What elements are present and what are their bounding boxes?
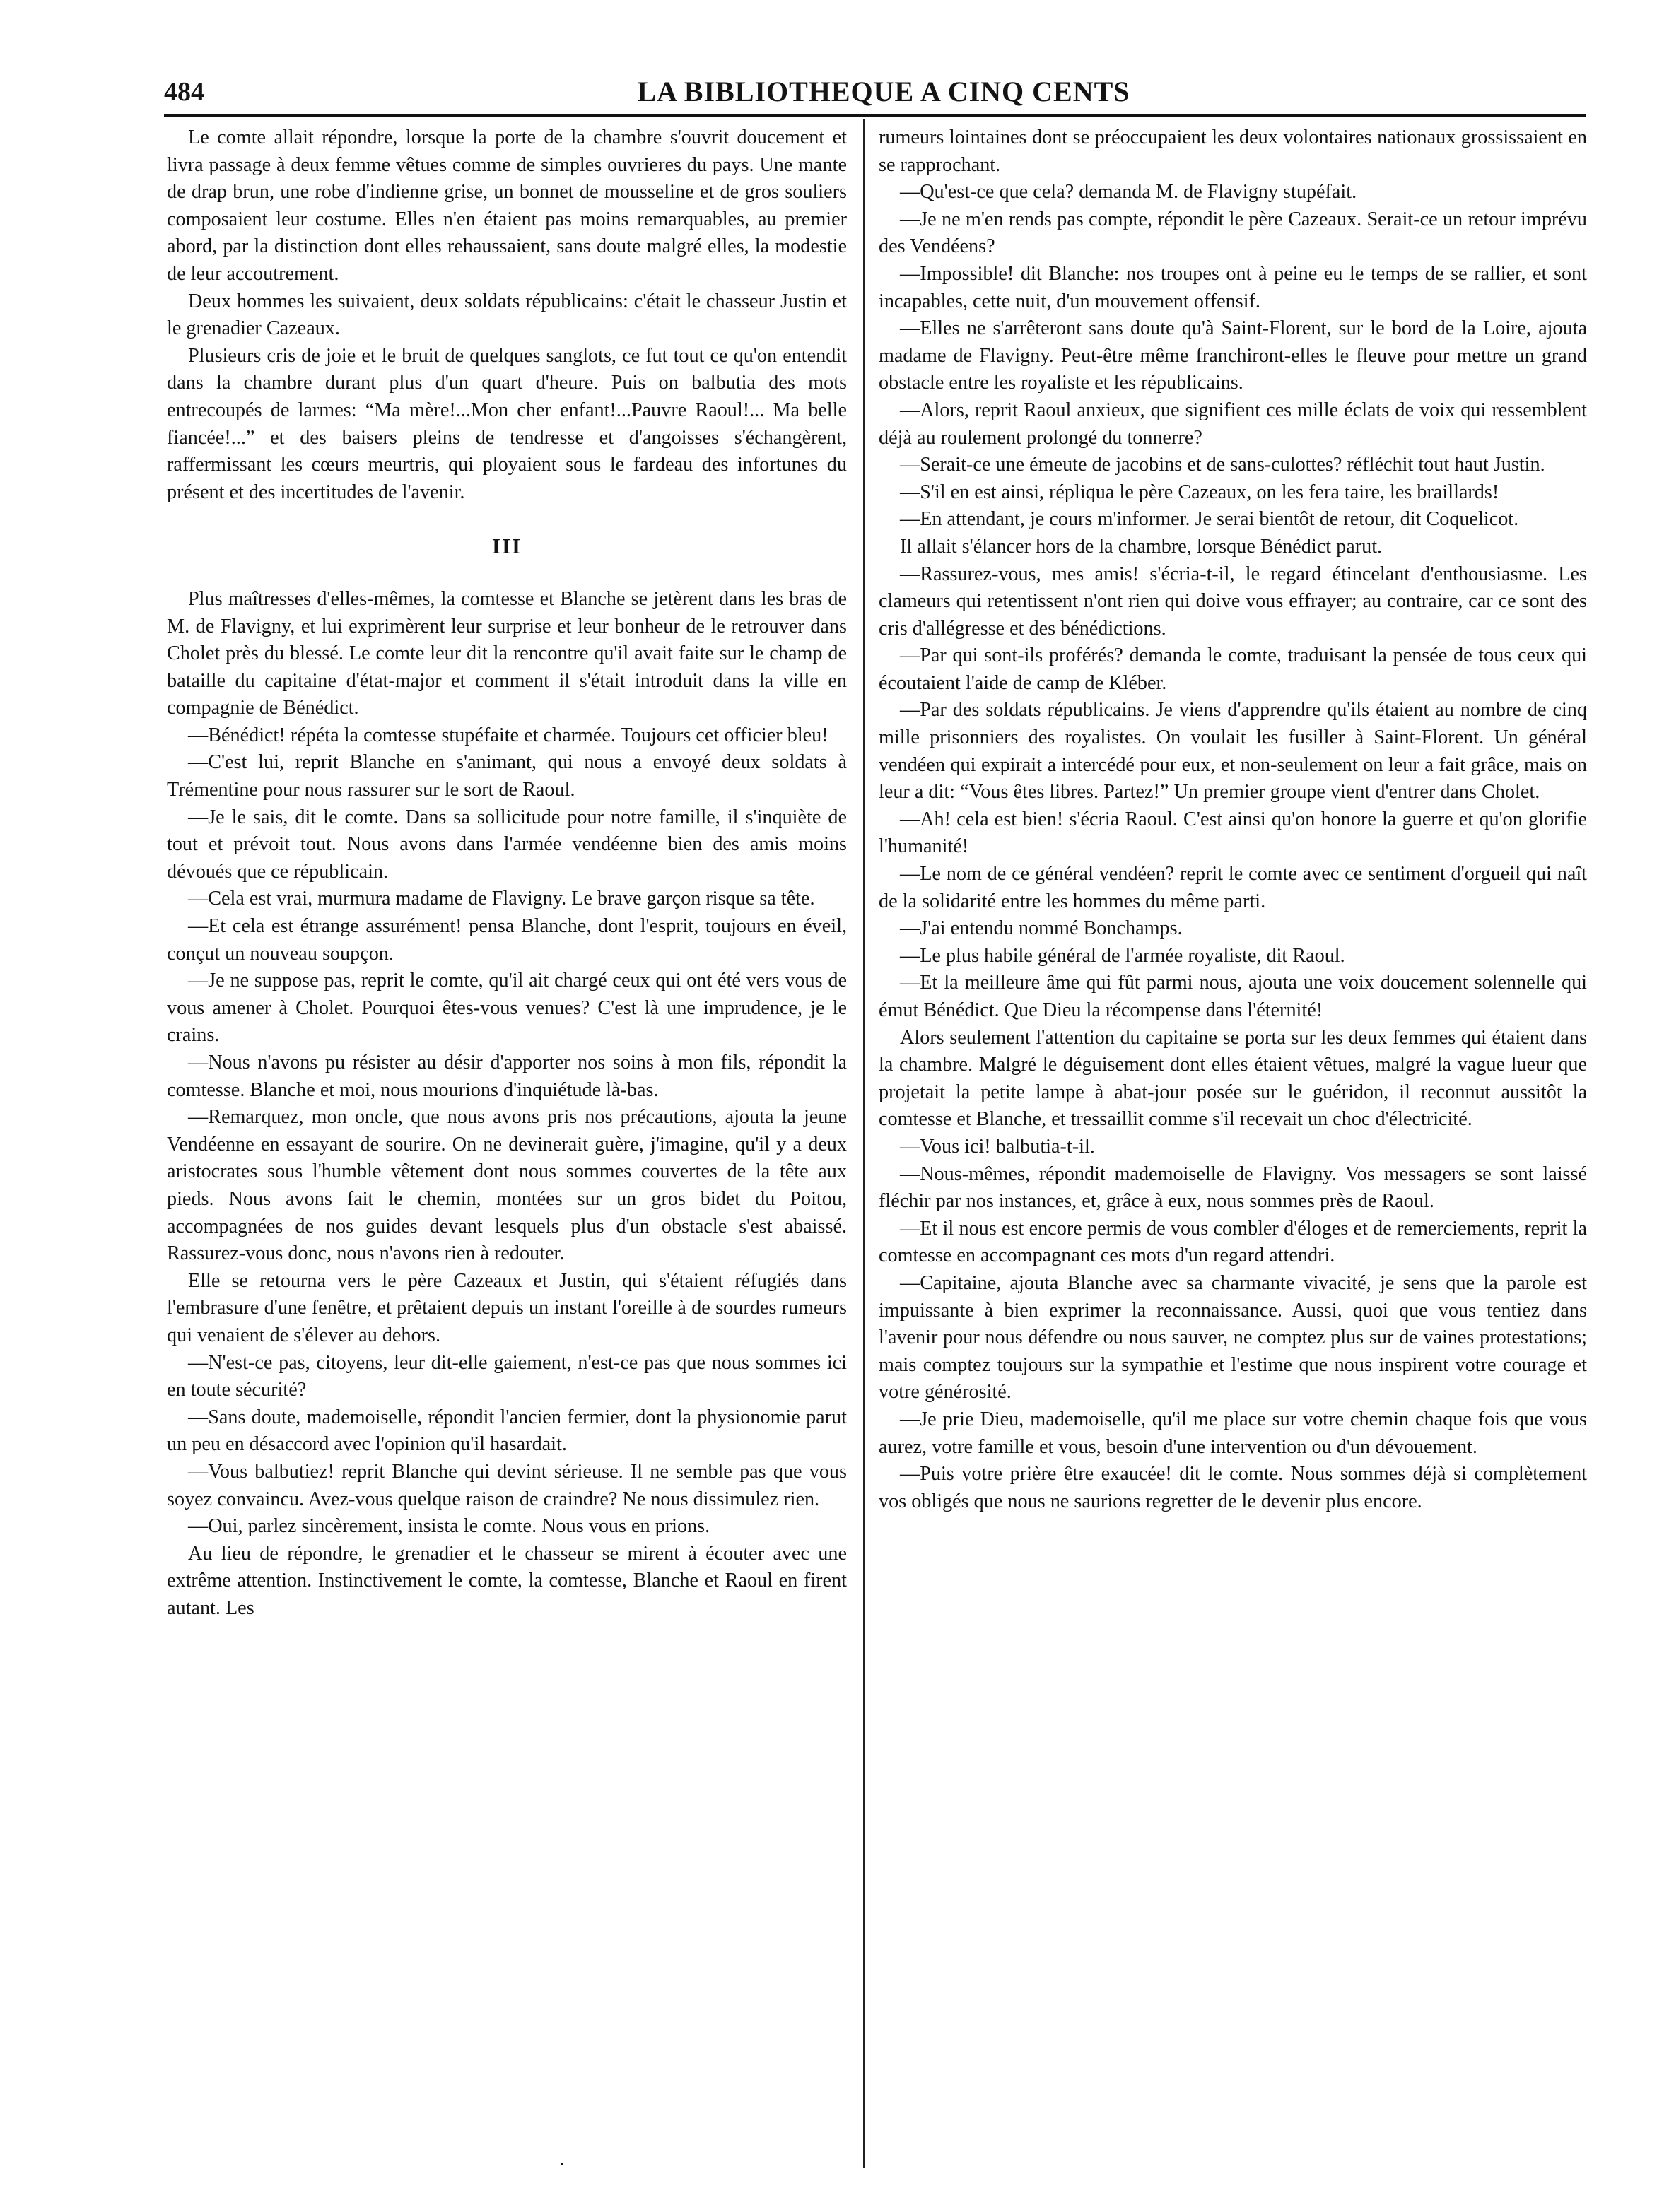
paragraph: —Serait-ce une émeute de jacobins et de sans-culottes? réfléchit tout haut Justin.: [900, 454, 1545, 476]
paragraph: —Bénédict! répéta la comtesse stupéfaite et charmée. Toujours cet officier bleu!: [188, 724, 828, 746]
paragraph: —Elles ne s'arrêteront sans doute qu'à Saint-Florent, sur le bord de la Loire, ajouta madame de Flavigny. Peut-être même franchiront-elles le fleuve pour mettre un grand obstacle entre les royaliste et les républicains.: [879, 317, 1587, 394]
paragraph: —Alors, reprit Raoul anxieux, que signifient ces mille éclats de voix qui ressemblent déjà au roulement prolongé du tonnerre?: [879, 399, 1587, 449]
paragraph: —Oui, parlez sincèrement, insista le comte. Nous vous en prions.: [188, 1515, 710, 1538]
paragraph: —Nous-mêmes, répondit mademoiselle de Flavigny. Vos messagers se sont laissé fléchir par nos instances, et, grâce à eux, nous sommes près de Raoul.: [879, 1163, 1587, 1213]
paragraph: Plus maîtresses d'elles-mêmes, la comtesse et Blanche se jetèrent dans les bras de M. de Flavigny, et lui exprimèrent leur surprise et leur bonheur de le retrouver dans Cholet près du blessé. Le comte leur dit la rencontre qu'il avait faite sur le champ de bataille du capitaine d'état-major et comment il s'était introduit dans la ville en compagnie de Bénédict.: [167, 587, 847, 719]
paragraph: —Je prie Dieu, mademoiselle, qu'il me place sur votre chemin chaque fois que vous aurez, votre famille et vous, besoin d'une intervention ou d'un dévouement.: [879, 1408, 1587, 1458]
page-number: 484: [164, 77, 204, 107]
paragraph: —Je le sais, dit le comte. Dans sa sollicitude pour notre famille, il s'inquiète de tout et prévoit tout. Nous avons dans l'armée vendéenne bien des amis moins dévoués que ce républicain.: [167, 806, 847, 883]
paragraph: —Je ne suppose pas, reprit le comte, qu'il ait chargé ceux qui ont été vers vous de vous amener à Cholet. Pourquoi êtes-vous venues? C'est là une imprudence, je le crains.: [167, 970, 847, 1047]
paragraph: —Et la meilleure âme qui fût parmi nous, ajouta une voix doucement solennelle qui émut Bénédict. Que Dieu la récompense dans l'éternité!: [879, 972, 1587, 1021]
paragraph: —Le nom de ce général vendéen? reprit le comte avec ce sentiment d'orgueil qui naît de la solidarité entre les hommes du même parti.: [879, 863, 1587, 912]
print-speck: ·: [558, 2153, 566, 2176]
paragraph: —Le plus habile général de l'armée royaliste, dit Raoul.: [900, 944, 1345, 967]
paragraph: —En attendant, je cours m'informer. Je serai bientôt de retour, dit Coquelicot.: [900, 508, 1519, 531]
paragraph: Plusieurs cris de joie et le bruit de quelques sanglots, ce fut tout ce qu'on entendit dans la chambre durant plus d'un quart d'heure. Puis on balbutia des mots entrecoupés de larmes: “Ma mère!...Mon cher enfant!...Pauvre Raoul!... Ma belle fiancée!...” et des baisers pleins de tendresse et d'angoisses s'échangèrent, raffermissant les cœurs meurtris, qui ployaient sous le fardeau des infortunes du présent et des incertitudes de l'avenir.: [167, 344, 847, 503]
paragraph: —Vous ici! balbutia-t-il.: [900, 1135, 1095, 1158]
paragraph: Alors seulement l'attention du capitaine se porta sur les deux femmes qui étaient dans la chambre. Malgré le déguisement dont elles étaient vêtues, malgré la vague lueur que projetait la petite lampe à abat-jour posée sur le guéridon, il reconnut aussitôt la comtesse et Blanche, et tressaillit comme s'il recevait un choc d'électricité.: [879, 1026, 1587, 1131]
paragraph: —Qu'est-ce que cela? demanda M. de Flavigny stupéfait.: [900, 181, 1357, 204]
running-title: LA BIBLIOTHEQUE A CINQ CENTS: [637, 76, 1130, 107]
left-column: [167, 124, 847, 1622]
chapter-number: III: [491, 534, 522, 559]
paragraph: —N'est-ce pas, citoyens, leur dit-elle gaiement, n'est-ce pas que nous sommes ici en toute sécurité?: [167, 1351, 847, 1401]
paragraph: —Rassurez-vous, mes amis! s'écria-t-il, le regard étincelant d'enthousiasme. Les clameurs qui retentissent n'ont rien qui doive vous effrayer; au contraire, car ce sont des cris d'allégresse et des bénédictions.: [879, 563, 1587, 640]
paragraph: —Et il nous est encore permis de vous combler d'éloges et de remerciements, reprit la comtesse en accompagnant ces mots d'un regard attendri.: [879, 1217, 1587, 1267]
paragraph: Il allait s'élancer hors de la chambre, lorsque Bénédict parut.: [900, 535, 1383, 558]
paragraph: Elle se retourna vers le père Cazeaux et Justin, qui s'étaient réfugiés dans l'embrasure d'une fenêtre, et prêtaient depuis un instant l'oreille à de sourdes rumeurs qui venaient de s'élever au dehors.: [167, 1269, 847, 1346]
paragraph: —Nous n'avons pu résister au désir d'apporter nos soins à mon fils, répondit la comtesse. Blanche et moi, nous mourions d'inquiétude là-bas.: [167, 1052, 847, 1101]
paragraph: —J'ai entendu nommé Bonchamps.: [900, 917, 1183, 940]
paragraph: —Cela est vrai, murmura madame de Flavigny. Le brave garçon risque sa tête.: [188, 888, 815, 910]
paragraph: rumeurs lointaines dont se préoccupaient les deux volontaires nationaux grossissaient en se rapprochant.: [879, 127, 1587, 176]
header-rule: [164, 114, 1586, 117]
right-column: [879, 124, 1587, 1515]
paragraph: —Je ne m'en rends pas compte, répondit le père Cazeaux. Serait-ce un retour imprévu des Vendéens?: [879, 208, 1587, 258]
paragraph: —Sans doute, mademoiselle, répondit l'ancien fermier, dont la physionomie parut un peu en désaccord avec l'opinion qu'il hasardait.: [167, 1406, 847, 1456]
paragraph: —S'il en est ainsi, répliqua le père Cazeaux, on les fera taire, les braillards!: [900, 481, 1499, 503]
paragraph: —Capitaine, ajouta Blanche avec sa charmante vivacité, je sens que la parole est impuissante à bien exprimer la reconnaissance. Aussi, quoi que vous tentiez dans l'avenir pour nous défendre ou nous sauver, ne comptez plus sur de vaines protestations; mais comptez toujours sur la sympathie et l'estime que nous inspirent votre courage et votre générosité.: [879, 1271, 1587, 1404]
column-divider: [863, 119, 865, 2168]
paragraph: —Par des soldats républicains. Je viens d'apprendre qu'ils étaient au nombre de cinq mille prisonniers des royalistes. On voulait les fusiller à Saint-Florent. Un général vendéen qui expirait a intercédé pour eux, et non-seulement on leur a fait grâce, mais on leur a dit: “Vous êtes libres. Partez!” Un premier groupe vient d'entrer dans Cholet.: [879, 699, 1587, 804]
paragraph: —Ah! cela est bien! s'écria Raoul. C'est ainsi qu'on honore la guerre et qu'on glorifie l'humanité!: [879, 808, 1587, 858]
paragraph: —C'est lui, reprit Blanche en s'animant, qui nous a envoyé deux soldats à Trémentine pour nous rassurer sur le sort de Raoul.: [167, 751, 847, 801]
paragraph: —Puis votre prière être exaucée! dit le comte. Nous sommes déjà si complètement vos obligés que nous ne saurions regretter de le devenir plus encore.: [879, 1463, 1587, 1512]
paragraph: —Impossible! dit Blanche: nos troupes ont à peine eu le temps de se rallier, et sont incapables, cette nuit, d'un mouvement offensif.: [879, 262, 1587, 312]
paragraph: —Remarquez, mon oncle, que nous avons pris nos précautions, ajouta la jeune Vendéenne en essayant de sourire. On ne devinerait guère, j'imagine, qu'il y a deux aristocrates sous l'humble vêtement dont nous sommes couvertes de la tête aux pieds. Nous avons fait le chemin, montées sur un gros bidet du Poitou, accompagnées de nos guides devant lesquels plus d'un obstacle s'est abaissé. Rassurez-vous donc, nous n'avons rien à redouter.: [167, 1106, 847, 1265]
paragraph: —Et cela est étrange assurément! pensa Blanche, dont l'esprit, toujours en éveil, conçut un nouveau soupçon.: [167, 915, 847, 965]
paragraph: —Par qui sont-ils proférés? demanda le comte, traduisant la pensée de tous ceux qui écoutaient l'aide de camp de Kléber.: [879, 645, 1587, 694]
paragraph: Au lieu de répondre, le grenadier et le chasseur se mirent à écouter avec une extrême attention. Instinctivement le comte, la comtesse, Blanche et Raoul en firent autant. Les: [167, 1542, 847, 1619]
paragraph: Le comte allait répondre, lorsque la porte de la chambre s'ouvrit doucement et livra passage à deux femme vêtues comme de simples ouvrieres du pays. Une mante de drap brun, une robe d'indienne grise, un bonnet de mousseline et de gros souliers composaient leur costume. Elles n'en étaient pas moins remarquables, au premier abord, par la distinction dont elles rehaussaient, sans doute malgré elles, la modestie de leur accoutrement.: [167, 127, 847, 285]
paragraph: Deux hommes les suivaient, deux soldats républicains: c'était le chasseur Justin et le grenadier Cazeaux.: [167, 290, 847, 340]
paragraph: —Vous balbutiez! reprit Blanche qui devint sérieuse. Il ne semble pas que vous soyez convaincu. Avez-vous quelque raison de craindre? Ne nous dissimulez rien.: [167, 1460, 847, 1510]
